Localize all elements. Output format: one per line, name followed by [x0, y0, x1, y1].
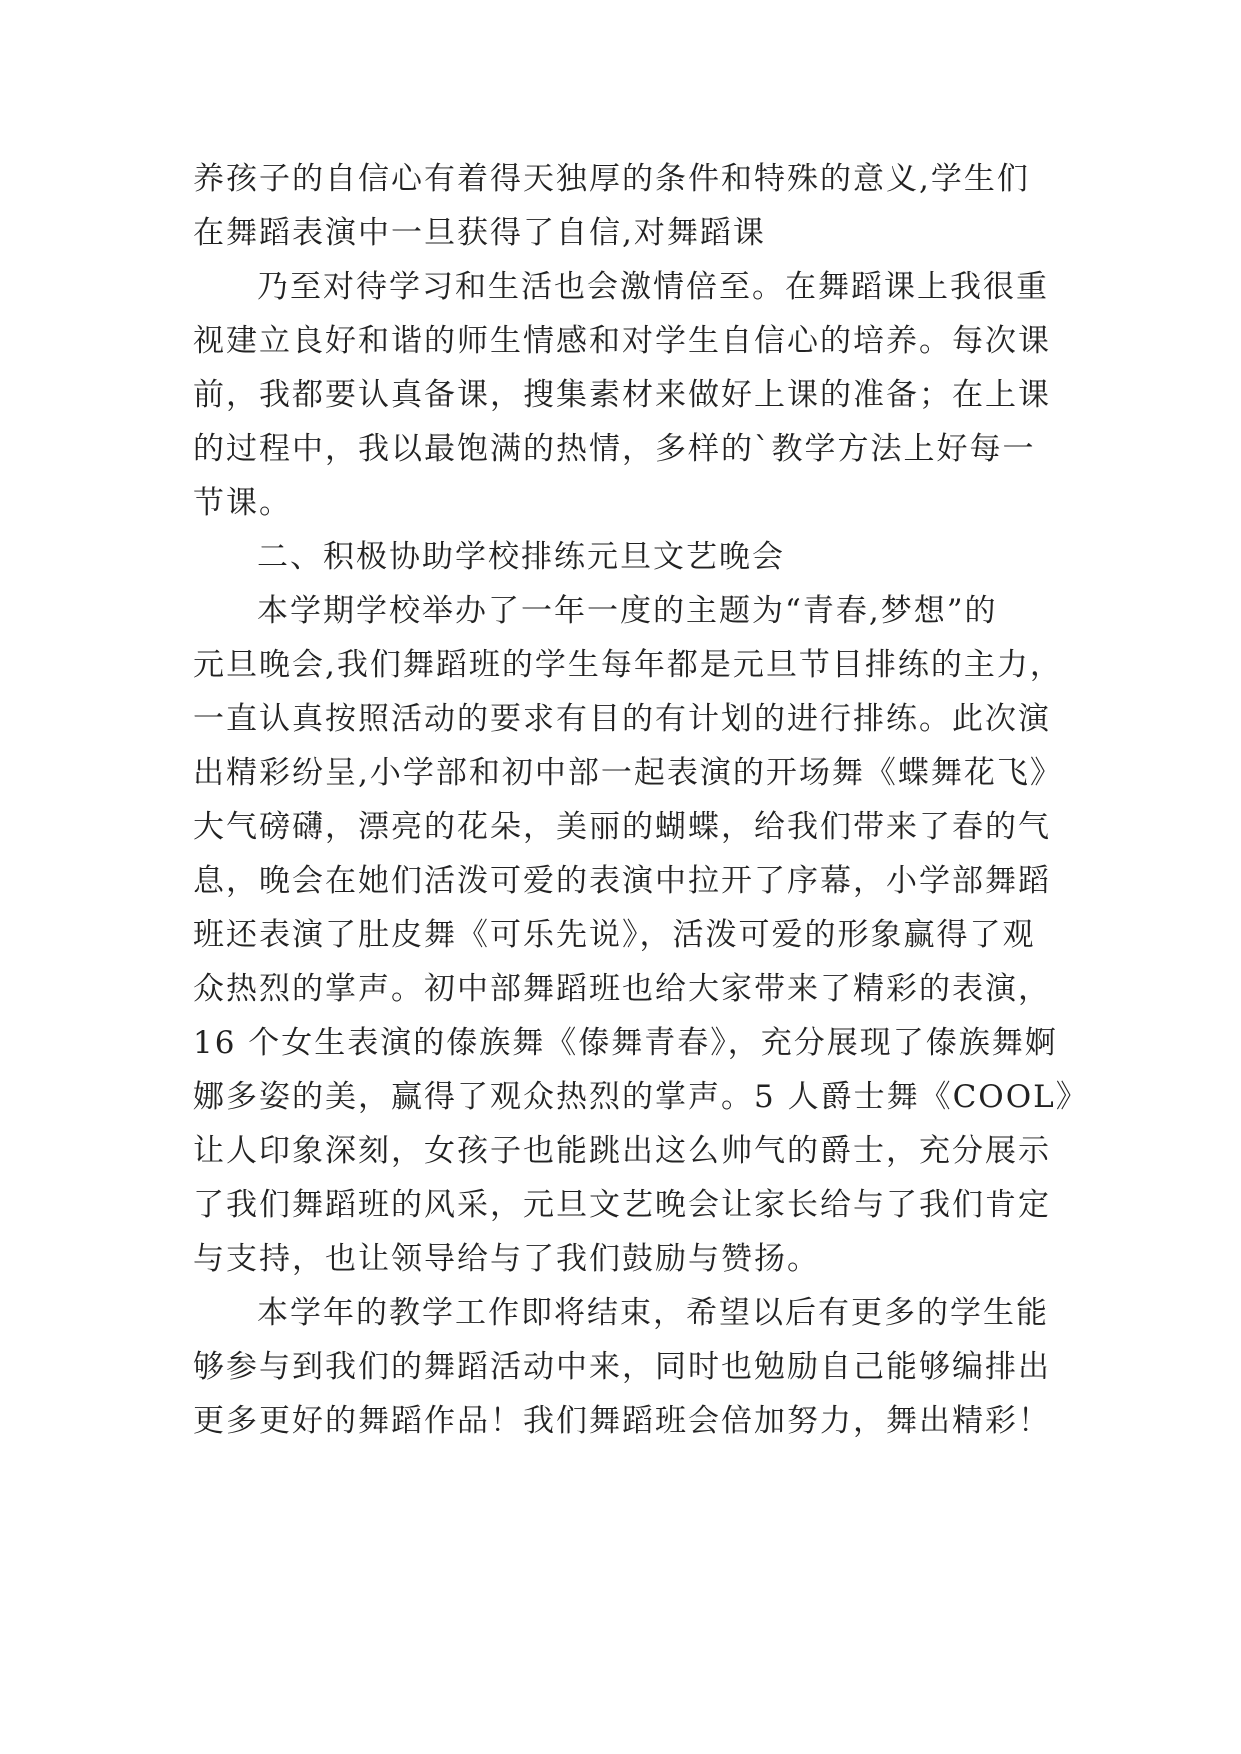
text-line: 在舞蹈表演中一旦获得了自信,对舞蹈课	[193, 215, 766, 251]
text-line: 够参与到我们的舞蹈活动中来，同时也勉励自己能够编排出	[193, 1349, 1051, 1385]
text-line: 众热烈的掌声。初中部舞蹈班也给大家带来了精彩的表演，	[193, 971, 1051, 1007]
text-line: 养孩子的自信心有着得天独厚的条件和特殊的意义,学生们	[193, 161, 1030, 197]
text-line: 一直认真按照活动的要求有目的有计划的进行排练。此次演	[193, 701, 1051, 737]
text-line: 班还表演了肚皮舞《可乐先说》，活泼可爱的形象赢得了观	[193, 917, 1036, 953]
text-line: 的过程中，我以最饱满的热情，多样的`教学方法上好每一	[193, 431, 1036, 467]
text-line: 本学期学校举办了一年一度的主题为“青春,梦想”的	[257, 593, 998, 629]
text-line: 乃至对待学习和生活也会激情倍至。在舞蹈课上我很重	[257, 269, 1049, 305]
text-line: 让人印象深刻，女孩子也能跳出这么帅气的爵士，充分展示	[193, 1133, 1051, 1169]
section-heading: 二、积极协助学校排练元旦文艺晚会	[257, 539, 785, 575]
text-line: 视建立良好和谐的师生情感和对学生自信心的培养。每次课	[193, 323, 1051, 359]
document-body	[193, 152, 1089, 1448]
text-line: 了我们舞蹈班的风采，元旦文艺晚会让家长给与了我们肯定	[193, 1187, 1051, 1223]
text-line: 元旦晚会,我们舞蹈班的学生每年都是元旦节目排练的主力，	[193, 647, 1063, 683]
text-line: 16 个女生表演的傣族舞《傣舞青春》，充分展现了傣族舞婀	[193, 1025, 1058, 1061]
text-line: 前，我都要认真备课，搜集素材来做好上课的准备；在上课	[193, 377, 1051, 413]
text-line: 娜多姿的美，赢得了观众热烈的掌声。5 人爵士舞《COOL》	[193, 1079, 1089, 1115]
text-line: 与支持，也让领导给与了我们鼓励与赞扬。	[193, 1241, 820, 1277]
text-line: 本学年的教学工作即将结束，希望以后有更多的学生能	[257, 1295, 1049, 1331]
text-line: 大气磅礴，漂亮的花朵，美丽的蝴蝶，给我们带来了春的气	[193, 809, 1051, 845]
text-line: 出精彩纷呈,小学部和初中部一起表演的开场舞《蝶舞花飞》	[193, 755, 1063, 791]
text-line: 更多更好的舞蹈作品！我们舞蹈班会倍加努力，舞出精彩！	[193, 1403, 1051, 1439]
text-line: 节课。	[193, 485, 292, 521]
text-line: 息，晚会在她们活泼可爱的表演中拉开了序幕，小学部舞蹈	[193, 863, 1051, 899]
